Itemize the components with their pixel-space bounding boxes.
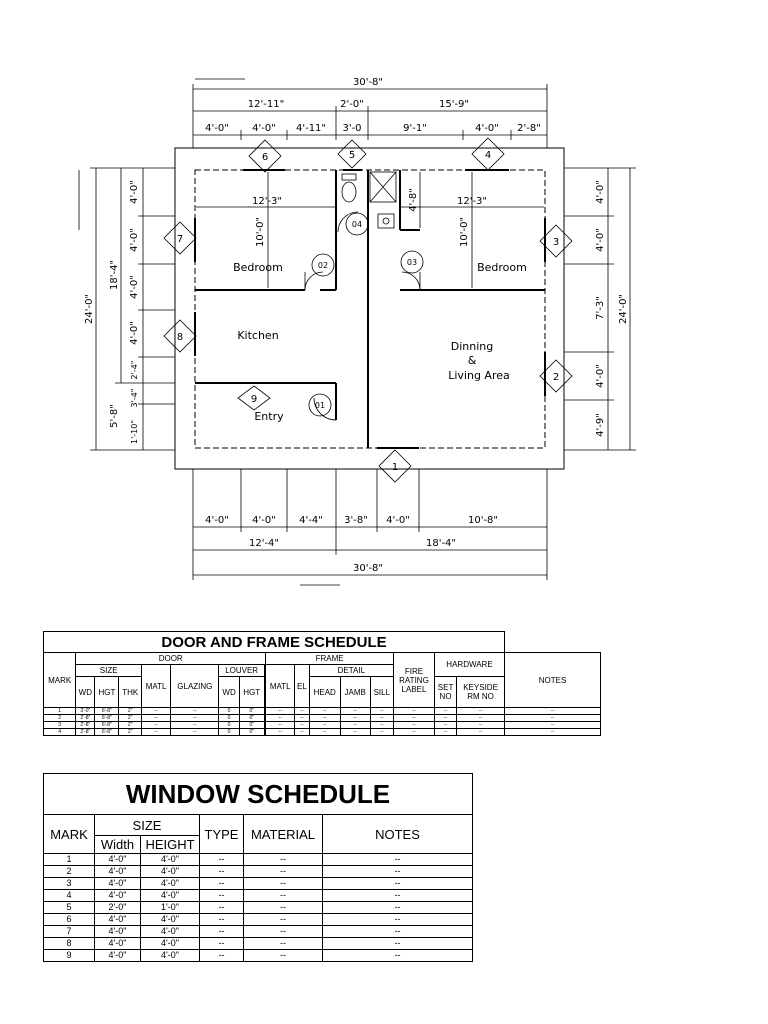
dim-top-row3-b: 4'-0" bbox=[252, 123, 276, 134]
group-louver: LOUVER bbox=[219, 665, 264, 677]
table-row: 9 4'-0" 4'-0" -- -- -- bbox=[44, 950, 473, 962]
col-frame-matl: MATL bbox=[266, 665, 295, 708]
col-hgt: HGT bbox=[95, 677, 119, 708]
table-row: 2 2'-8" 6'-8" 2" -- -- 0 0" -- -- -- -- -- -- -- -- -- bbox=[44, 715, 601, 722]
room-label-kitchen: Kitchen bbox=[237, 329, 279, 342]
dim-right-inner-4: 4'-0" bbox=[595, 364, 606, 388]
dim-top-row2-c: 15'-9" bbox=[438, 99, 470, 110]
window-schedule bbox=[43, 773, 473, 962]
window-tag-5: 5 bbox=[348, 150, 356, 161]
dim-bottom-row1-b: 4'-0" bbox=[252, 515, 276, 526]
dim-bottom-row1-a: 4'-0" bbox=[205, 515, 229, 526]
window-tag-4: 4 bbox=[484, 150, 492, 161]
window-tag-1: 1 bbox=[391, 462, 399, 473]
window-tag-9: 9 bbox=[250, 394, 258, 405]
window-tag-8: 8 bbox=[176, 332, 184, 343]
dim-left-mid: 18'-4" bbox=[109, 259, 120, 291]
group-size: SIZE bbox=[95, 815, 200, 836]
dim-left-outer: 24'-0" bbox=[84, 293, 95, 325]
dim-left-bedroom-depth: 10'-0" bbox=[255, 216, 266, 248]
group-size: SIZE bbox=[76, 665, 142, 677]
table-row: 5 2'-0" 1'-0" -- -- -- bbox=[44, 902, 473, 914]
table-row: 8 4'-0" 4'-0" -- -- -- bbox=[44, 938, 473, 950]
dim-top-row3-g: 2'-8" bbox=[517, 123, 541, 134]
door-tag-02: 02 bbox=[317, 261, 329, 270]
room-label-dining-2: & bbox=[467, 354, 477, 367]
dim-left-inner-2: 4'-0" bbox=[129, 228, 140, 252]
col-mark: MARK bbox=[44, 815, 95, 854]
dim-overall-bottom: 30'-8" bbox=[352, 563, 384, 574]
dim-top-row2-b: 2'-0" bbox=[340, 99, 364, 110]
dim-left-inner-4: 4'-0" bbox=[129, 321, 140, 345]
room-label-bedroom-left: Bedroom bbox=[233, 261, 283, 274]
dim-right-outer: 24'-0" bbox=[618, 293, 629, 325]
table-row: 1 4'-0" 4'-0" -- -- -- bbox=[44, 854, 473, 866]
window-tag-2: 2 bbox=[552, 372, 560, 383]
door-swings bbox=[305, 212, 420, 420]
col-fire-rating: FIRE RATING LABEL bbox=[393, 653, 434, 708]
plan-outer-boundary bbox=[175, 148, 564, 469]
dim-bottom-row1-e: 4'-0" bbox=[386, 515, 410, 526]
dim-top-row3-d: 3'-0 bbox=[342, 123, 362, 134]
col-louver-hgt: HGT bbox=[239, 677, 264, 708]
dim-overall-top: 30'-8" bbox=[352, 77, 384, 88]
col-sill: SILL bbox=[370, 677, 393, 708]
room-label-entry: Entry bbox=[254, 410, 284, 423]
col-notes: NOTES bbox=[505, 653, 601, 708]
dim-top-row3-c: 4'-11" bbox=[295, 123, 327, 134]
dim-top-row3-f: 4'-0" bbox=[475, 123, 499, 134]
group-frame: FRAME bbox=[266, 653, 394, 665]
window-tag-7: 7 bbox=[176, 234, 184, 245]
col-matl: MATL bbox=[142, 665, 171, 708]
dim-right-inner-2: 4'-0" bbox=[595, 228, 606, 252]
interior-walls bbox=[195, 170, 545, 448]
col-mark: MARK bbox=[44, 653, 76, 708]
col-set-no: SET NO bbox=[434, 677, 456, 708]
door-frame-schedule bbox=[43, 631, 601, 736]
room-label-dining-3: Living Area bbox=[448, 369, 510, 382]
dim-bottom-row1-d: 3'-8" bbox=[344, 515, 368, 526]
table-row: 2 4'-0" 4'-0" -- -- -- bbox=[44, 866, 473, 878]
window-openings bbox=[195, 170, 545, 448]
room-label-bedroom-right: Bedroom bbox=[477, 261, 527, 274]
col-type: TYPE bbox=[200, 815, 244, 854]
door-schedule-title: DOOR AND FRAME SCHEDULE bbox=[44, 632, 505, 653]
window-tag-6: 6 bbox=[261, 152, 269, 163]
dim-bath-depth: 4'-8" bbox=[408, 188, 419, 212]
table-row: 3 2'-8" 6'-8" 2" -- -- 0 0" -- -- -- -- -- -- -- -- -- bbox=[44, 722, 601, 729]
dim-right-bedroom-depth: 10'-0" bbox=[459, 216, 470, 248]
dim-left-bedroom-width: 12'-3" bbox=[251, 196, 283, 207]
table-row: 1 3'-0" 6'-8" 2" -- -- 0 0" -- -- -- -- -- -- -- -- -- bbox=[44, 708, 601, 715]
dim-left-inner-3: 4'-0" bbox=[129, 275, 140, 299]
dim-right-inner-5: 4'-9" bbox=[595, 413, 606, 437]
dim-left-inner-1: 4'-0" bbox=[129, 180, 140, 204]
dim-top-row2-a: 12'-11" bbox=[247, 99, 285, 110]
door-tag-01: 01 bbox=[314, 401, 326, 410]
dimension-lines-top bbox=[193, 79, 547, 148]
dim-left-inner-6: 3'-4" bbox=[130, 388, 139, 408]
door-tag-04: 04 bbox=[351, 220, 363, 229]
table-row: 3 4'-0" 4'-0" -- -- -- bbox=[44, 878, 473, 890]
col-width: Width bbox=[95, 836, 141, 854]
col-keyside: KEYSIDE RM NO bbox=[457, 677, 505, 708]
dim-bottom-row1-f: 10'-8" bbox=[467, 515, 499, 526]
room-label-dining-1: Dinning bbox=[450, 340, 494, 353]
exterior-wall-dashed bbox=[195, 170, 545, 448]
col-notes: NOTES bbox=[323, 815, 473, 854]
door-tag-03: 03 bbox=[406, 258, 418, 267]
dim-bottom-row1-c: 4'-4" bbox=[299, 515, 323, 526]
dim-bottom-row2-a: 12'-4" bbox=[248, 538, 280, 549]
col-wd: WD bbox=[76, 677, 95, 708]
col-louver-wd: WD bbox=[219, 677, 239, 708]
col-jamb: JAMB bbox=[340, 677, 370, 708]
window-schedule-title: WINDOW SCHEDULE bbox=[44, 774, 473, 815]
window-tag-3: 3 bbox=[552, 237, 560, 248]
dim-left-inner-7: 1'-10" bbox=[130, 419, 139, 445]
dim-top-row3-a: 4'-0" bbox=[205, 123, 229, 134]
col-thk: THK bbox=[119, 677, 142, 708]
table-row: 7 4'-0" 4'-0" -- -- -- bbox=[44, 926, 473, 938]
col-el: EL bbox=[295, 665, 309, 708]
dim-right-inner-3: 7'-3" bbox=[595, 296, 606, 320]
dim-bottom-row2-b: 18'-4" bbox=[425, 538, 457, 549]
dim-top-row3-e: 9'-1" bbox=[403, 123, 427, 134]
table-row: 4 4'-0" 4'-0" -- -- -- bbox=[44, 890, 473, 902]
group-detail: DETAIL bbox=[309, 665, 393, 677]
col-glazing: GLAZING bbox=[171, 665, 219, 708]
dim-left-small: 5'-8" bbox=[109, 404, 120, 428]
dim-right-inner-1: 4'-0" bbox=[595, 180, 606, 204]
group-hardware: HARDWARE bbox=[434, 653, 504, 677]
col-material: MATERIAL bbox=[244, 815, 323, 854]
col-head: HEAD bbox=[309, 677, 340, 708]
table-row: 4 2'-8" 6'-8" 2" -- -- 0 0" -- -- -- -- -- -- -- -- -- bbox=[44, 729, 601, 736]
dim-right-bedroom-width: 12'-3" bbox=[456, 196, 488, 207]
group-door: DOOR bbox=[76, 653, 266, 665]
col-height: HEIGHT bbox=[141, 836, 200, 854]
door-tag-circles bbox=[309, 213, 423, 416]
table-row: 6 4'-0" 4'-0" -- -- -- bbox=[44, 914, 473, 926]
dim-left-inner-5: 2'-4" bbox=[130, 360, 139, 380]
